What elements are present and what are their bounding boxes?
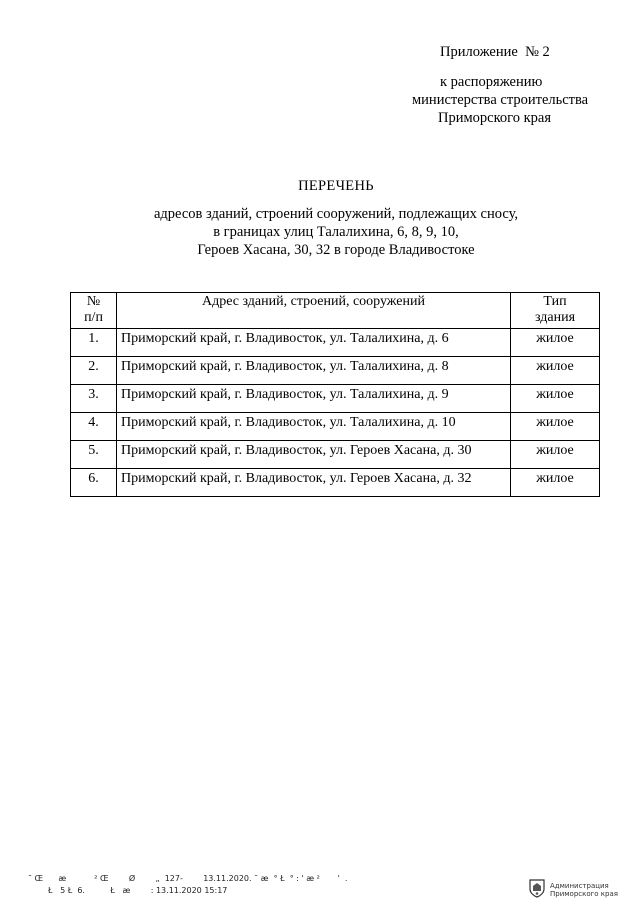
table-header-row <box>71 293 600 329</box>
row-number: 3. <box>71 385 117 413</box>
subtitle-line-1: адресов зданий, строений сооружений, подлежащих сносу, <box>153 206 518 222</box>
appendix-number: Приложение № 2 <box>440 44 550 60</box>
subtitle-line-2: в границах улиц Талалихина, 6, 8, 9, 10, <box>213 224 459 240</box>
table-row <box>71 329 600 357</box>
row-number: 1. <box>71 329 117 357</box>
row-number: 2. <box>71 357 117 385</box>
appendix-ministry: министерства строительства <box>412 92 589 108</box>
table-row <box>71 413 600 441</box>
header-number-text: № п/п <box>84 294 103 325</box>
row-address: Приморский край, г. Владивосток, ул. Талалихина, д. 10 <box>117 413 511 441</box>
row-number: 5. <box>71 441 117 469</box>
organization-label <box>550 882 618 898</box>
table-row <box>71 441 600 469</box>
row-type: жилое <box>511 329 600 357</box>
row-type: жилое <box>511 441 600 469</box>
row-type: жилое <box>511 469 600 497</box>
subtitle-line-3: Героев Хасана, 30, 32 в городе Владивостоке <box>197 242 475 258</box>
header-number <box>71 293 117 329</box>
row-type: жилое <box>511 413 600 441</box>
header-type <box>511 293 600 329</box>
buildings-table <box>70 292 600 497</box>
row-address: Приморский край, г. Владивосток, ул. Героев Хасана, д. 30 <box>117 441 511 469</box>
header-type-text: Тип здания <box>534 294 576 325</box>
row-address: Приморский край, г. Владивосток, ул. Талалихина, д. 9 <box>117 385 511 413</box>
table-row <box>71 469 600 497</box>
organization-line-1: Администрация <box>550 882 609 890</box>
coat-of-arms-icon <box>528 878 546 898</box>
row-address: Приморский край, г. Владивосток, ул. Героев Хасана, д. 32 <box>117 469 511 497</box>
row-number: 4. <box>71 413 117 441</box>
table-row <box>71 385 600 413</box>
appendix-region: Приморского края <box>438 110 552 126</box>
organization-line-2: Приморского края <box>550 890 618 898</box>
row-address: Приморский край, г. Владивосток, ул. Талалихина, д. 6 <box>117 329 511 357</box>
document-subtitle <box>0 205 640 259</box>
row-address: Приморский край, г. Владивосток, ул. Талалихина, д. 8 <box>117 357 511 385</box>
row-type: жилое <box>511 357 600 385</box>
appendix-order-ref: к распоряжению <box>440 74 543 90</box>
row-number: 6. <box>71 469 117 497</box>
document-title: ПЕРЕЧЕНЬ <box>298 178 374 194</box>
footer-line-2: Ł 5 Ł 6. Ł æ : 13.11.2020 15:17 <box>48 886 228 895</box>
header-address <box>117 293 511 329</box>
footer-line-1: ˜ Œ æ ² Œ Ø „ 127- 13.11.2020. ˜ æ ° Ł ° : ' æ ² ' . <box>28 874 348 883</box>
header-address-text: Адрес зданий, строений, сооружений <box>202 294 425 309</box>
table-row <box>71 357 600 385</box>
row-type: жилое <box>511 385 600 413</box>
